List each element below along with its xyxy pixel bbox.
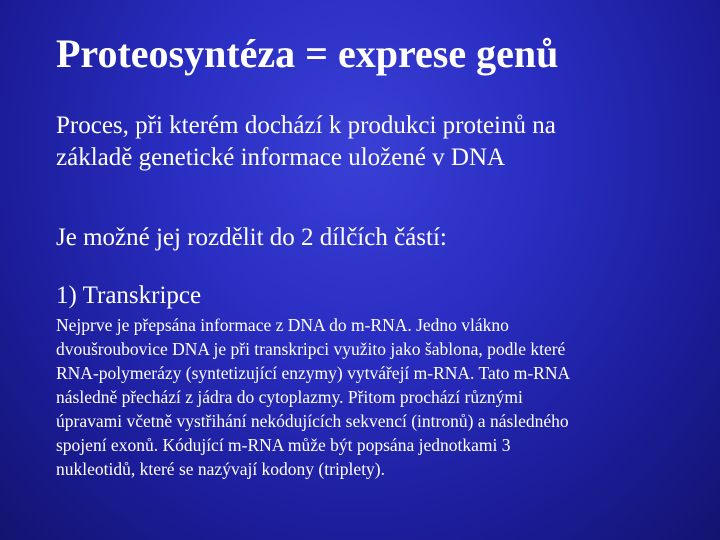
paragraph-line: Nejprve je přepsána informace z DNA do m-RNA. Jedno vlákno [56, 315, 509, 335]
section-heading-transkripce: 1) Transkripce [56, 282, 202, 309]
transkripce-paragraph [56, 313, 656, 481]
paragraph-line: nukleotidů, které se nazývají kodony (triplety). [56, 459, 386, 479]
intro-text [56, 110, 696, 174]
paragraph-line: spojení exonů. Kódující m-RNA může být popsána jednotkami 3 [56, 435, 511, 455]
slide-title: Proteosyntéza = exprese genů [56, 31, 559, 76]
split-statement: Je možné jej rozdělit do 2 dílčích částí: [56, 224, 447, 251]
paragraph-line: následně přechází z jádra do cytoplazmy. Přitom prochází různými [56, 387, 523, 407]
intro-line: Proces, při kterém dochází k produkci proteinů na [56, 112, 556, 139]
paragraph-line: úpravami včetně vystřihání nekódujících sekvencí (intronů) a následného [56, 411, 569, 431]
paragraph-line: dvoušroubovice DNA je při transkripci využito jako šablona, podle které [56, 339, 566, 359]
intro-line: základě genetické informace uložené v DNA [56, 144, 506, 171]
paragraph-line: RNA-polymerázy (syntetizující enzymy) vytvářejí m-RNA. Tato m-RNA [56, 363, 571, 383]
